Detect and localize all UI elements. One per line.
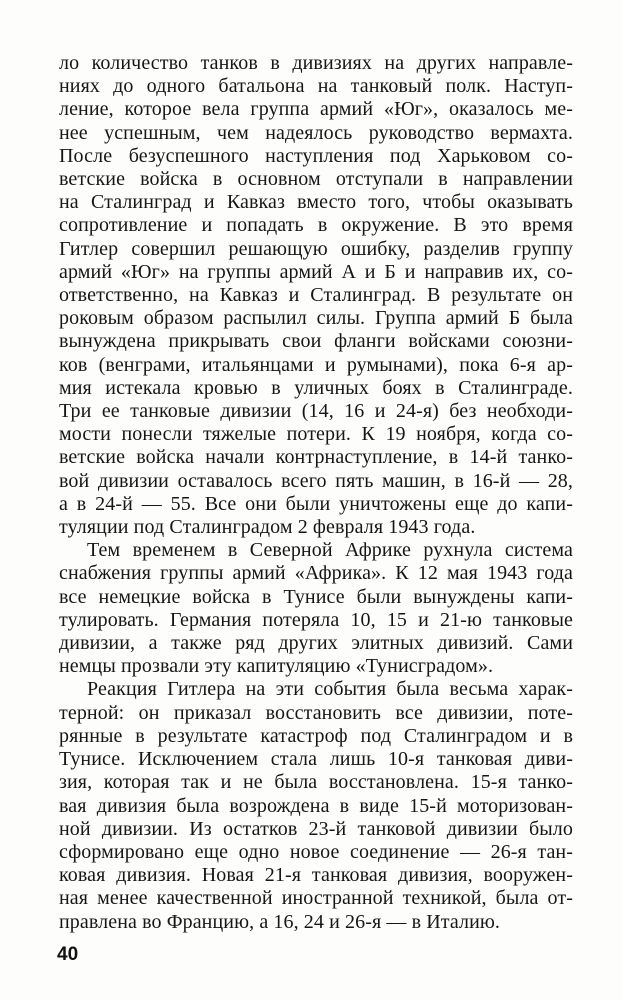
text-column [59,52,573,934]
text-line: на Сталинград и Кавказ вместо того, чтобы оказывать [59,191,573,214]
text-line: ветские войска в основном отступали в направлении [59,168,573,191]
text-line: вой дивизии оставалось всего пять машин, в 16-й — 28, [59,469,573,492]
text-line: ниях до одного батальона на танковый полк. Наступ- [59,75,573,98]
text-line: Тем временем в Северной Африке рухнула система [87,539,573,562]
page-number: 40 [57,944,79,965]
text-line: ветские войска начали контрнаступление, в 14-й танко- [59,446,573,469]
text-line: рянные в результате катастроф под Сталинградом и в [59,724,573,747]
text-line: нее успешным, чем надеялось руководство вермахта. [59,121,573,144]
text-line: Тунисе. Исключением стала лишь 10-я танковая диви- [59,748,573,771]
text-line: Три ее танковые дивизии (14, 16 и 24-я) без необходи- [59,400,573,423]
text-line: вая дивизия была возрождена в виде 15-й моторизован- [59,794,573,817]
text-line: Реакция Гитлера на эти события была весьма харак- [87,678,573,701]
text-line: зия, которая так и не была восстановлена. 15-я танко- [59,771,573,794]
text-line: ная менее качественной иностранной техникой, была от- [59,887,573,910]
text-line: армий «Юг» на группы армий А и Б и направив их, со- [59,260,573,283]
text-line: снабжения группы армий «Африка». К 12 мая 1943 года [59,562,573,585]
text-line: терной: он приказал восстановить все дивизии, поте- [59,701,573,724]
text-line: правлена во Францию, а 16, 24 и 26-я — в Италию. [59,910,501,933]
text-line: все немецкие войска в Тунисе были вынуждены капи- [59,585,573,608]
text-line: ление, которое вела группа армий «Юг», оказалось ме- [59,98,573,121]
text-line: туляции под Сталинградом 2 февраля 1943 года. [59,516,476,539]
text-line: Гитлер совершил решающую ошибку, разделив группу [59,237,573,260]
text-line: вынуждена прикрывать свои фланги войсками союзни- [59,330,573,353]
text-line: мия истекала кровью в уличных боях в Сталинграде. [59,376,573,399]
text-line: а в 24-й — 55. Все они были уничтожены еще до капи- [59,492,573,515]
text-line: ответственно, на Кавказ и Сталинград. В результате он [59,284,573,307]
text-line: ковая дивизия. Новая 21-я танковая дивизия, вооружен- [59,864,573,887]
text-line: ков (венграми, итальянцами и румынами), пока 6-я ар- [59,353,573,376]
text-line: После безуспешного наступления под Харьковом со- [59,144,573,167]
text-line: немцы прозвали эту капитуляцию «Тунисградом». [59,655,494,678]
text-line: мости понесли тяжелые потери. К 19 ноября, когда со- [59,423,573,446]
text-line: тулировать. Германия потеряла 10, 15 и 21-ю танковые [59,608,573,631]
text-line: сопротивление и попадать в окружение. В это время [59,214,573,237]
text-line: сформировано еще одно новое соединение — 26-я тан- [59,840,573,863]
text-line: роковым образом распылил силы. Группа армий Б была [59,307,573,330]
text-line: дивизии, а также ряд других элитных дивизий. Сами [59,632,573,655]
text-line: ло количество танков в дивизиях на других направле- [59,52,573,74]
text-line: ной дивизии. Из остатков 23-й танковой дивизии было [59,817,573,840]
